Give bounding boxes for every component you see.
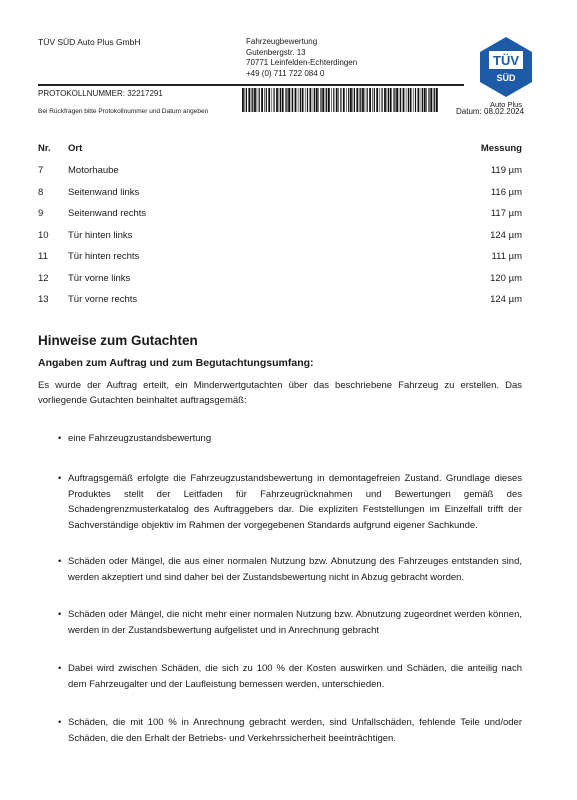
barcode-bar xyxy=(343,88,345,112)
row-ort: Motorhaube xyxy=(68,165,119,177)
barcode-bar xyxy=(300,88,301,112)
barcode-bar xyxy=(424,88,426,112)
barcode-bar xyxy=(280,88,281,112)
barcode-bar xyxy=(415,88,416,112)
row-ort: Tür vorne rechts xyxy=(68,294,138,306)
list-item-text: eine Fahrzeugzustandsbewertung xyxy=(68,433,212,444)
barcode xyxy=(242,88,438,112)
intro-paragraph: Es wurde der Auftrag erteilt, ein Minderwertgutachten über das beschriebene Fahrzeug zu erstellen. Das vorliegende Gutachten beinhaltet auftragsgemäß: xyxy=(38,380,522,406)
barcode-bar xyxy=(354,88,355,112)
barcode-bar xyxy=(338,88,339,112)
barcode-bar xyxy=(248,88,250,112)
list-item-text: Auftragsgemäß erfolgte die Fahrzeugzustandsbewertung in demontagefreien Zustand. Grundlage dieses Produktes stellt der Leitfaden für Fahrzeugrücknahmen und Bewertungen gemäß des Schadengrenzmusterkatalog des Auftraggebers dar. Die expliziten Feststellungen im Einzelfall trifft der Sachverständige objektiv im Rahmen der vorgegebenen Standards aufgrund eigener Sachkunde. xyxy=(68,473,522,531)
row-messung: 111 µm xyxy=(491,251,522,263)
list-item xyxy=(38,431,522,447)
barcode-bar xyxy=(372,88,373,112)
logo-text-top: TÜV xyxy=(493,53,519,68)
barcode-bar xyxy=(410,88,412,112)
row-nr: 10 xyxy=(38,229,49,241)
barcode-bar xyxy=(436,88,438,112)
barcode-bar xyxy=(374,88,375,112)
row-ort: Tür hinten links xyxy=(68,229,133,241)
barcode-bar xyxy=(328,88,330,112)
protocol-note: Bei Rückfragen bitte Protokollnummer und Datum angeben xyxy=(38,108,209,115)
barcode-bar xyxy=(252,88,253,112)
bullet-icon: • xyxy=(58,433,62,444)
barcode-bar xyxy=(288,88,290,112)
address-line: Gutenbergstr. 13 xyxy=(246,47,306,57)
barcode-bar xyxy=(430,88,432,112)
bullet-icon: • xyxy=(58,717,62,728)
table-row xyxy=(38,160,522,182)
row-messung: 124 µm xyxy=(490,229,522,241)
barcode-bar xyxy=(390,88,392,112)
table-header-row xyxy=(38,143,522,160)
company-address xyxy=(246,37,357,79)
barcode-bar xyxy=(292,88,293,112)
barcode-bar xyxy=(333,88,334,112)
barcode-bar xyxy=(282,88,284,112)
list-item xyxy=(38,607,522,638)
barcode-bar xyxy=(336,88,338,112)
row-nr: 9 xyxy=(38,208,44,220)
section-title: Hinweise zum Gutachten xyxy=(38,333,198,348)
list-item xyxy=(38,554,522,585)
barcode-bar xyxy=(257,88,258,112)
header-divider xyxy=(38,84,464,86)
barcode-bar xyxy=(254,88,256,112)
barcode-bar xyxy=(307,88,308,112)
table-row xyxy=(38,182,522,204)
row-nr: 13 xyxy=(38,294,49,306)
barcode-bar xyxy=(380,88,381,112)
barcode-bar xyxy=(428,88,429,112)
bullet-icon: • xyxy=(58,473,62,484)
barcode-bar xyxy=(362,88,364,112)
list-item xyxy=(38,715,522,746)
barcode-bar xyxy=(400,88,401,112)
barcode-bar xyxy=(365,88,366,112)
barcode-bar xyxy=(322,88,324,112)
row-messung: 120 µm xyxy=(490,272,522,284)
barcode-bar xyxy=(302,88,304,112)
barcode-bar xyxy=(314,88,315,112)
barcode-bar xyxy=(326,88,327,112)
barcode-bar xyxy=(418,88,420,112)
barcode-bar xyxy=(360,88,361,112)
address-line: 70771 Leinfelden-Echterdingen xyxy=(246,58,358,67)
row-messung: 117 µm xyxy=(490,208,522,220)
protocol-number: PROTOKOLLNUMMER: 32217291 xyxy=(38,89,163,98)
list-item xyxy=(38,661,522,692)
barcode-bar xyxy=(376,88,378,112)
section-subtitle: Angaben zum Auftrag und zum Begutachtungsumfang: xyxy=(38,357,314,369)
barcode-bar xyxy=(259,88,260,112)
barcode-bar xyxy=(356,88,358,112)
row-messung: 119 µm xyxy=(490,165,522,177)
tuv-sud-logo xyxy=(474,35,538,99)
barcode-bar xyxy=(286,88,287,112)
barcode-bar xyxy=(251,88,252,112)
column-header-ort: Ort xyxy=(68,143,83,154)
barcode-bar xyxy=(387,88,388,112)
barcode-bar xyxy=(285,88,286,112)
barcode-bar xyxy=(403,88,405,112)
barcode-bar xyxy=(393,88,394,112)
barcode-bar xyxy=(320,88,321,112)
list-item-text: Schäden oder Mängel, die nicht mehr einer normalen Nutzung bzw. Abnutzung zugeordnet werden können, werden in der Zustandsbewertung aufgelistet und in Anrechnung gebracht xyxy=(68,609,522,636)
barcode-bar xyxy=(331,88,332,112)
barcode-bar xyxy=(367,88,368,112)
barcode-bar xyxy=(310,88,312,112)
barcode-bar xyxy=(272,88,273,112)
barcode-bar xyxy=(268,88,270,112)
barcode-bar xyxy=(388,88,389,112)
barcode-bar xyxy=(340,88,341,112)
row-nr: 12 xyxy=(38,272,49,284)
bullet-icon: • xyxy=(58,663,62,674)
list-item xyxy=(38,471,522,533)
row-messung: 116 µm xyxy=(490,186,522,198)
row-ort: Seitenwand rechts xyxy=(68,208,147,220)
address-line: Fahrzeugbewertung xyxy=(246,37,318,46)
barcode-bar xyxy=(325,88,326,112)
barcode-bar xyxy=(421,88,422,112)
barcode-bar xyxy=(346,88,347,112)
document-date: Datum: 08.02.2024 xyxy=(456,107,525,116)
logo-text-bottom: SÜD xyxy=(496,73,516,83)
barcode-bar xyxy=(298,88,299,112)
barcode-bar xyxy=(261,88,263,112)
list-item-text: Schäden, die mit 100 % in Anrechnung gebracht werden, sind Unfallschäden, fehlende Teile und/oder Schäden, die den Erhalt der Betriebs- und Verkehrssicherheit beeinträchtigen. xyxy=(68,717,522,744)
barcode-bar xyxy=(316,88,318,112)
address-line: +49 (0) 711 722 084 0 xyxy=(246,68,325,78)
measurement-table xyxy=(38,143,522,311)
barcode-bar xyxy=(422,88,423,112)
row-ort: Tür vorne links xyxy=(68,272,131,284)
bullet-icon: • xyxy=(58,556,62,567)
barcode-bar xyxy=(399,88,400,112)
barcode-bar xyxy=(246,88,247,112)
barcode-bar xyxy=(318,88,319,112)
row-nr: 7 xyxy=(38,165,44,177)
list-item-text: Schäden oder Mängel, die aus einer normalen Nutzung bzw. Abnutzung des Fahrzeuges entstanden sind, werden akzeptiert und sind daher bei der Zustandsbewertung nicht in Abzug gebracht worden. xyxy=(68,556,522,583)
barcode-bar xyxy=(242,88,244,112)
barcode-bar xyxy=(353,88,354,112)
table-row xyxy=(38,246,522,268)
barcode-bar xyxy=(313,88,314,112)
barcode-bar xyxy=(295,88,297,112)
barcode-bar xyxy=(348,88,349,112)
barcode-bar xyxy=(266,88,267,112)
barcode-bar xyxy=(245,88,246,112)
table-row xyxy=(38,289,522,311)
logo-caption: Auto Plus xyxy=(489,100,523,109)
table-row xyxy=(38,225,522,247)
barcode-bar xyxy=(426,88,427,112)
barcode-bar xyxy=(413,88,414,112)
table-row xyxy=(38,203,522,225)
barcode-bar xyxy=(264,88,265,112)
barcode-bar xyxy=(359,88,360,112)
company-name: TÜV SÜD Auto Plus GmbH xyxy=(38,37,141,47)
barcode-bar xyxy=(384,88,386,112)
barcode-bar xyxy=(276,88,278,112)
row-nr: 8 xyxy=(38,186,44,198)
barcode-bar xyxy=(406,88,407,112)
bullet-icon: • xyxy=(58,609,62,620)
barcode-bar xyxy=(396,88,398,112)
row-messung: 124 µm xyxy=(490,294,522,306)
barcode-bar xyxy=(408,88,409,112)
list-item-text: Dabei wird zwischen Schäden, die sich zu 100 % der Kosten auswirken und Schäden, die anteilig nach dem Fahrzeugalter und der Laufleistung bemessen werden, unterschieden. xyxy=(68,663,522,690)
barcode-bar xyxy=(369,88,371,112)
barcode-bar xyxy=(433,88,434,112)
column-header-nr: Nr. xyxy=(38,143,51,154)
barcode-bar xyxy=(434,88,435,112)
barcode-bar xyxy=(305,88,306,112)
barcode-bar xyxy=(291,88,292,112)
row-ort: Seitenwand links xyxy=(68,186,140,198)
row-nr: 11 xyxy=(38,251,48,263)
barcode-bar xyxy=(394,88,395,112)
barcode-bar xyxy=(382,88,383,112)
column-header-messung: Messung xyxy=(480,143,522,154)
barcode-bar xyxy=(274,88,275,112)
row-ort: Tür hinten rechts xyxy=(68,251,140,263)
barcode-bar xyxy=(350,88,352,112)
table-row xyxy=(38,268,522,290)
barcode-bar xyxy=(279,88,280,112)
